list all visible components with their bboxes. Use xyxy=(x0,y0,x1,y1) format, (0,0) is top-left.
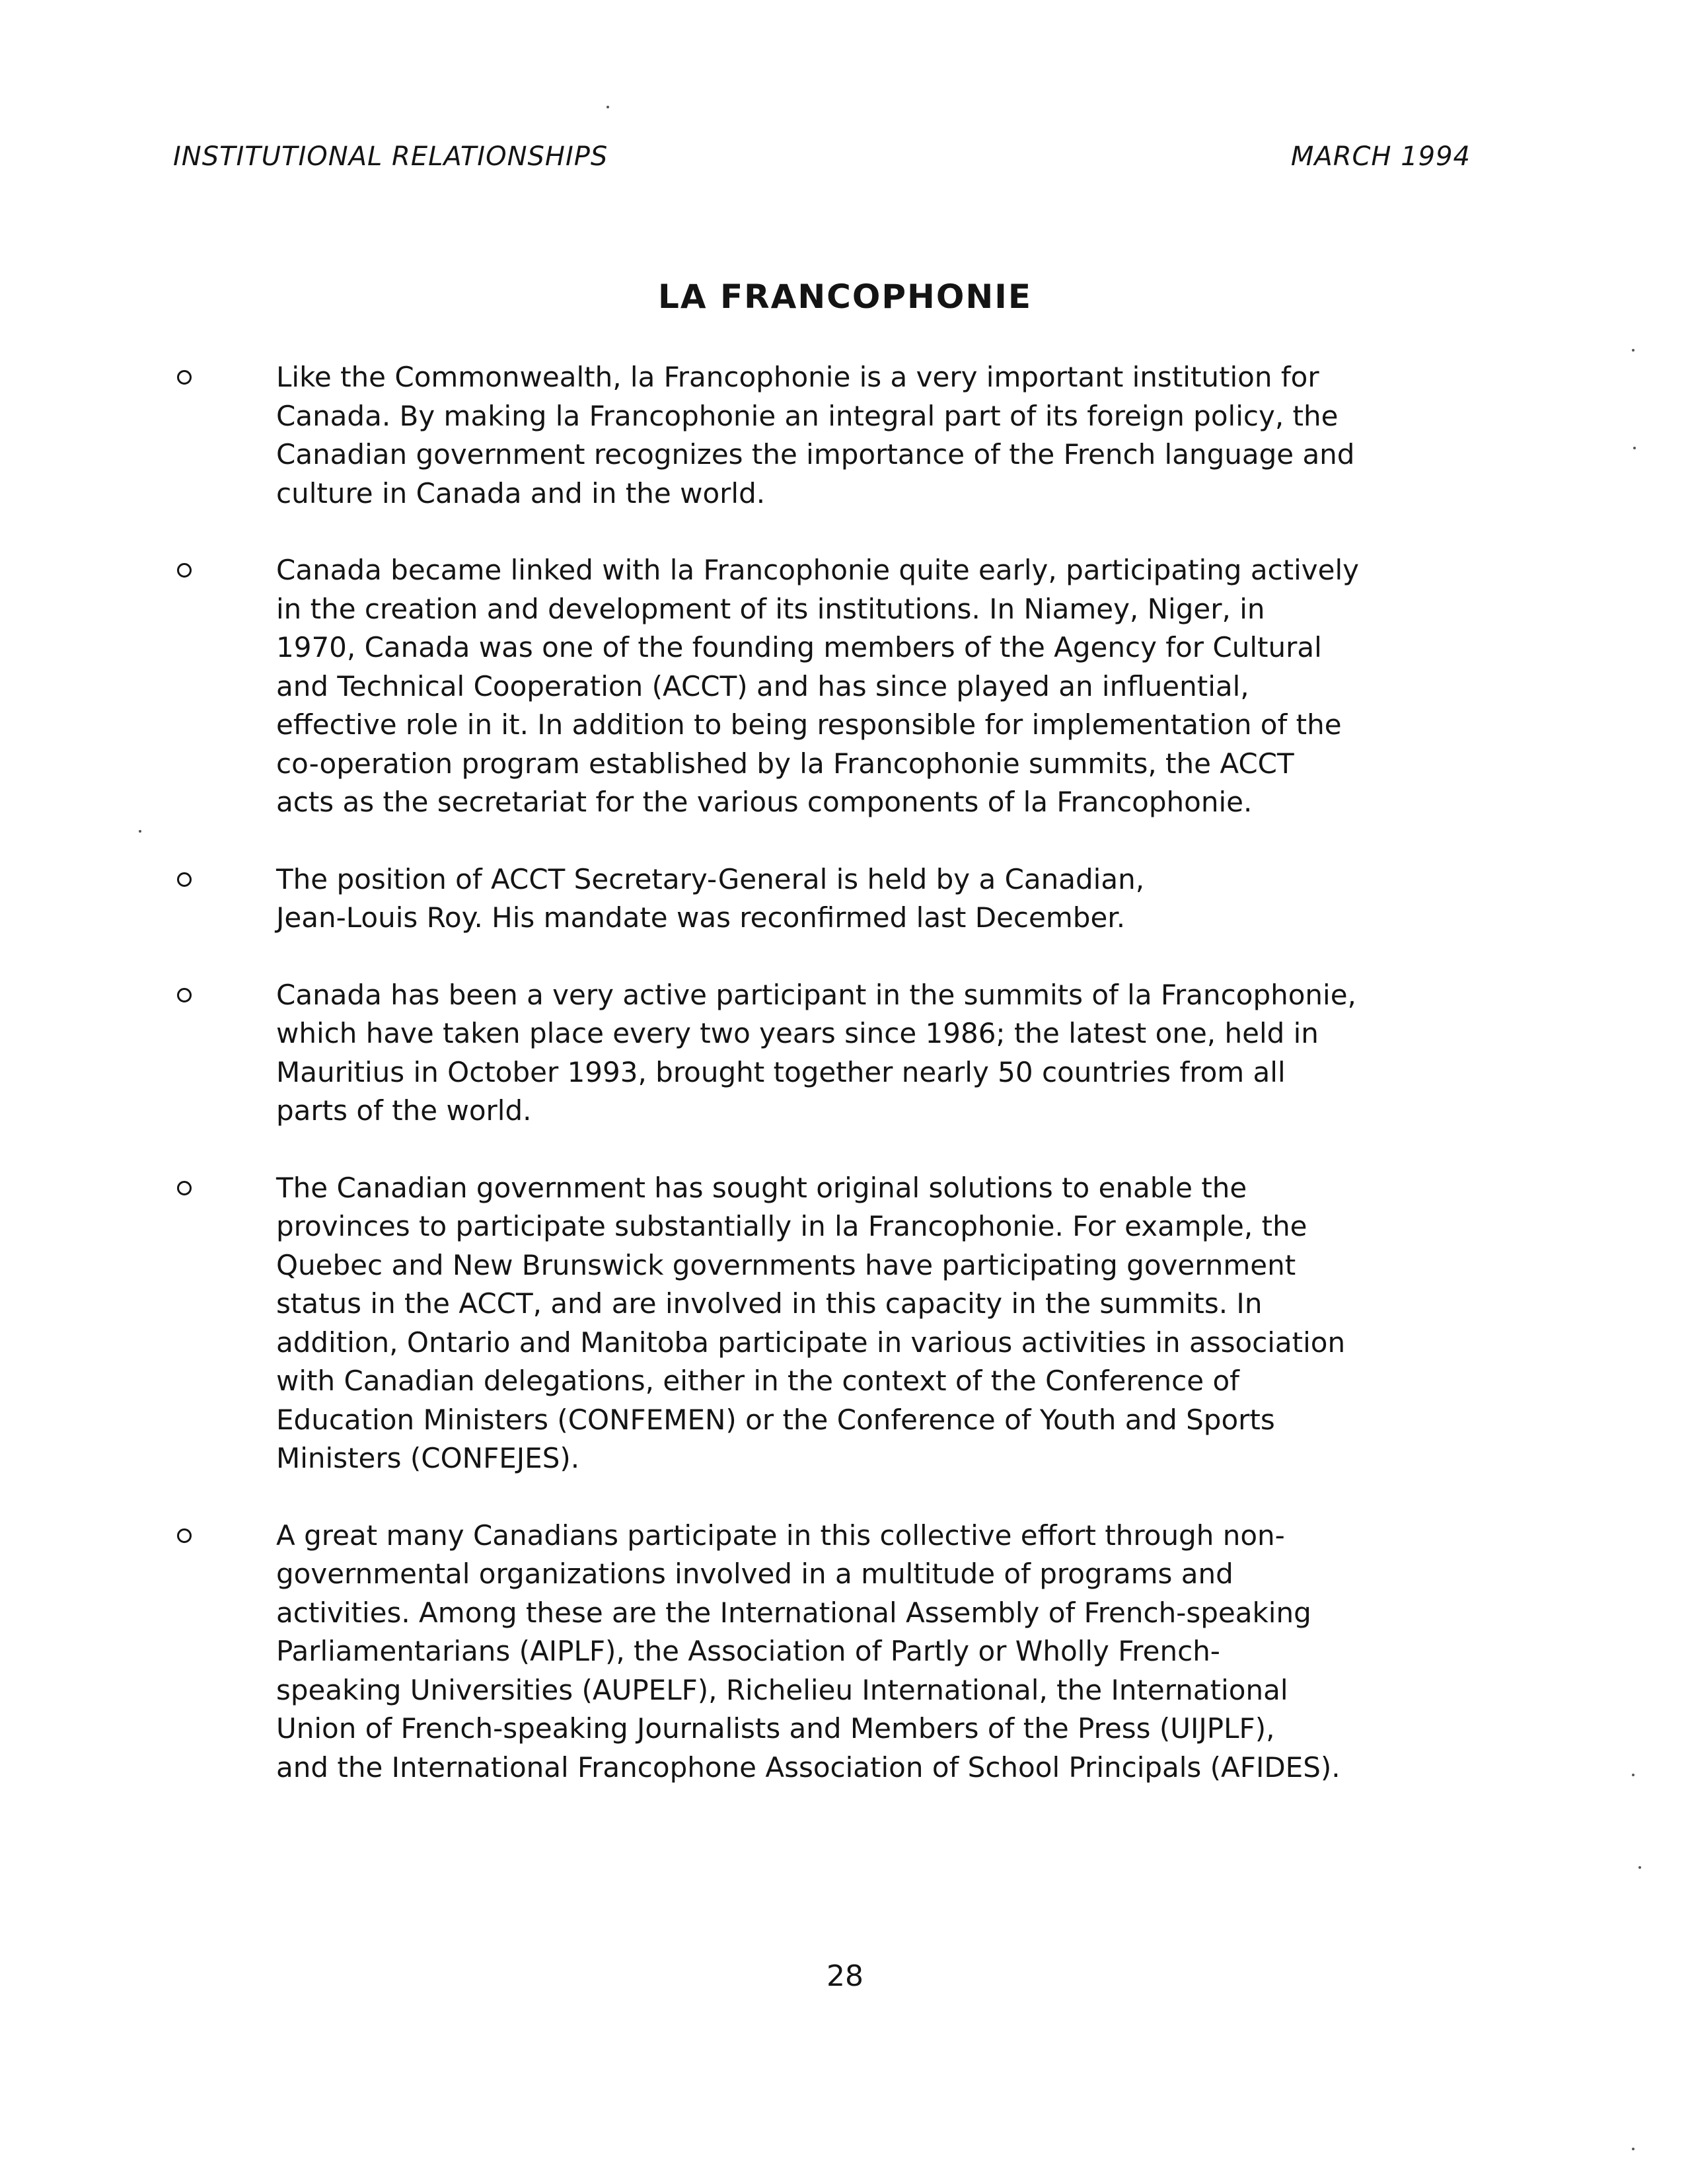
header-section-title: INSTITUTIONAL RELATIONSHIPS xyxy=(173,141,608,172)
bullet-item xyxy=(173,1517,1492,1788)
bullet-list xyxy=(173,358,1492,1825)
running-header xyxy=(173,141,1471,181)
hollow-circle-bullet-icon xyxy=(177,1528,192,1543)
bullet-text: Canada became linked with la Francophonie quite early, participating actively in the creation and development of its institutions. In Niamey, Niger, in 1970, Canada was one of the founding members of the Agency for Cultural and Technical Cooperation (ACCT) and has since played an influential, effective role in it. In addition to being responsible for implementation of the co-operation program established by la Francophonie summits, the ACCT acts as the secretariat for the various components of la Francophonie. xyxy=(276,554,1360,818)
scan-speck xyxy=(606,106,609,108)
scan-speck xyxy=(1638,1866,1641,1869)
bullet-item xyxy=(173,1169,1492,1478)
bullet-text: Canada has been a very active participant in the summits of la Francophonie, which have taken place every two years since 1986; the latest one, held in Mauritius in October 1993, brought together nearly 50 countries from all parts of the world. xyxy=(276,978,1356,1127)
scan-speck xyxy=(139,830,141,833)
header-date: MARCH 1994 xyxy=(1290,141,1471,172)
scan-speck xyxy=(1633,447,1636,449)
hollow-circle-bullet-icon xyxy=(177,563,192,578)
bullet-item xyxy=(173,976,1492,1131)
bullet-item xyxy=(173,860,1492,938)
bullet-text: Like the Commonwealth, la Francophonie is a very important institution for Canada. By making la Francophonie an integral part of its foreign policy, the Canadian government recognizes the importance of the French language and culture in Canada and in the world. xyxy=(276,361,1355,509)
bullet-item xyxy=(173,551,1492,822)
bullet-item xyxy=(173,358,1492,513)
hollow-circle-bullet-icon xyxy=(177,988,192,1002)
scan-speck xyxy=(1632,2148,1635,2150)
bullet-text: The Canadian government has sought original solutions to enable the provinces to participate substantially in la Francophonie. For example, the Quebec and New Brunswick governments have participating government status in the ACCT, and are involved in this capacity in the summits. In addition, Ontario and Manitoba participate in various activities in association with Canadian delegations, either in the context of the Conference of Education Ministers (CONFEMEN) or the Conference of Youth and Sports Ministers (CONFEJES). xyxy=(276,1171,1346,1474)
hollow-circle-bullet-icon xyxy=(177,1181,192,1195)
scan-speck xyxy=(1632,349,1635,352)
hollow-circle-bullet-icon xyxy=(177,872,192,887)
scan-speck xyxy=(1632,1774,1635,1776)
bullet-text: A great many Canadians participate in this collective effort through non- governmental organizations involved in a multitude of programs and activities. Among these are the International Assembly of French-speaking Parliamentarians (AIPLF), the Association of Partly or Wholly French- speaking Universities (AUPELF), Richelieu International, the International Union of French-speaking Journalists and Members of the Press (UIJPLF), and the International Francophone Association of School Principals (AFIDES). xyxy=(276,1519,1341,1784)
page-number: 28 xyxy=(827,1959,863,1993)
bullet-text: The position of ACCT Secretary-General is held by a Canadian, Jean-Louis Roy. His mandate was reconfirmed last December. xyxy=(276,862,1145,934)
page-title: LA FRANCOPHONIE xyxy=(658,278,1032,316)
hollow-circle-bullet-icon xyxy=(177,370,192,385)
